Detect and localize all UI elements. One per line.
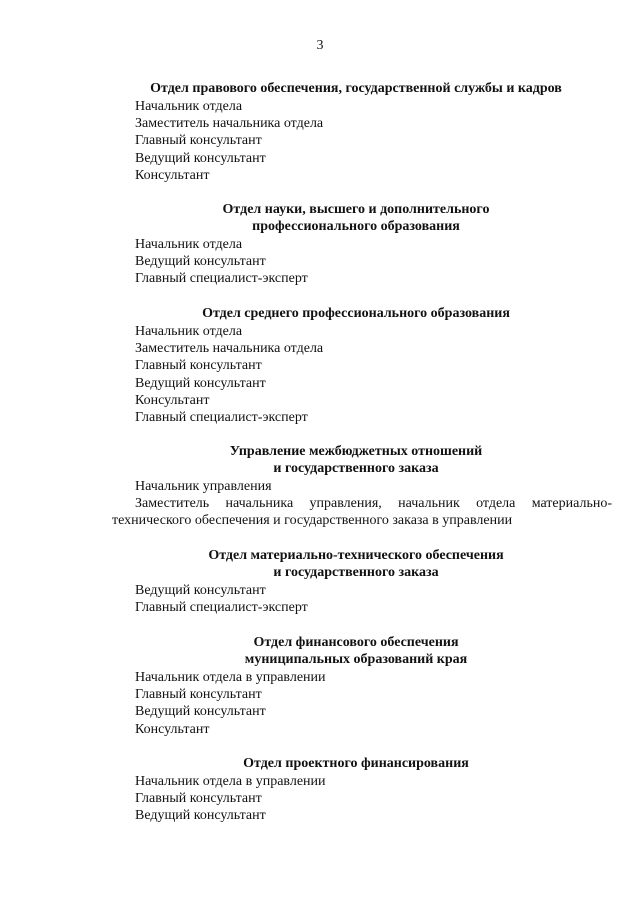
section-title: [0, 755, 640, 772]
position-item: Ведущий консультант: [135, 254, 266, 270]
position-item: Главный специалист-эксперт: [135, 410, 308, 426]
position-item: Ведущий консультант: [135, 583, 266, 598]
section-title: [0, 305, 640, 322]
position-item: Заместитель начальника отдела: [135, 341, 324, 357]
section-title: [0, 201, 640, 235]
position-item: Начальник отдела в управлении: [135, 670, 326, 685]
positions-list: [0, 582, 640, 616]
position-item: Заместитель начальника управления, начальник отдела материально-технического обеспечения и государственного заказа в управлении: [112, 496, 612, 529]
position-item: Начальник отдела: [135, 99, 243, 114]
position-item: Консультант: [135, 721, 210, 737]
section-legal-hr: [0, 80, 640, 184]
position-item: Начальник отдела: [135, 324, 243, 339]
section-title-line: Отдел науки, высшего и дополнительного: [222, 202, 490, 217]
positions-list: [0, 98, 640, 184]
position-item: Ведущий консультант: [135, 150, 266, 166]
positions-list: [0, 773, 640, 825]
position-item: Ведущий консультант: [135, 704, 266, 720]
position-item: Консультант: [135, 167, 210, 183]
section-project-finance: [0, 755, 640, 825]
positions-list: [0, 478, 640, 530]
section-title-line: Отдел финансового обеспечения: [253, 635, 459, 650]
section-municipal-finance: [0, 634, 640, 738]
section-logistics-procurement: [0, 547, 640, 616]
section-vocational-education: [0, 305, 640, 426]
section-title: [0, 634, 640, 668]
position-item: Главный консультант: [135, 133, 262, 149]
section-title-line: Отдел материально-технического обеспечения: [208, 548, 504, 563]
position-item: Главный консультант: [135, 358, 262, 374]
position-item: Заместитель начальника отдела: [135, 116, 324, 132]
section-title-line: муниципальных образований края: [244, 652, 468, 667]
section-title-line: Управление межбюджетных отношений: [229, 444, 483, 459]
position-item: Главный консультант: [135, 791, 262, 807]
section-title: [0, 547, 640, 581]
section-science-education: [0, 201, 640, 288]
position-item: Консультант: [135, 392, 210, 408]
position-item: Начальник отдела в управлении: [135, 774, 326, 789]
position-item: Ведущий консультант: [135, 808, 266, 824]
page-number: 3: [316, 38, 324, 53]
section-title: [0, 80, 640, 97]
positions-list: [0, 236, 640, 288]
positions-list: [0, 323, 640, 426]
section-title-line: Отдел среднего профессионального образования: [202, 306, 510, 321]
section-title: [0, 443, 640, 477]
position-item: Ведущий консультант: [135, 375, 266, 391]
section-title-line: и государственного заказа: [273, 565, 439, 580]
section-title-line: профессионального образования: [252, 219, 460, 234]
position-item: Начальник управления: [135, 479, 272, 494]
section-title-line: и государственного заказа: [273, 461, 439, 476]
section-interbudget-procurement: [0, 443, 640, 530]
section-title-line: Отдел проектного финансирования: [243, 756, 469, 771]
section-title-line: Отдел правового обеспечения, государственной службы и кадров: [150, 81, 562, 96]
position-item: Главный консультант: [135, 687, 262, 703]
position-item: Начальник отдела: [135, 237, 243, 252]
position-item: Главный специалист-эксперт: [135, 271, 308, 287]
position-item: Главный специалист-эксперт: [135, 600, 308, 616]
positions-list: [0, 669, 640, 738]
